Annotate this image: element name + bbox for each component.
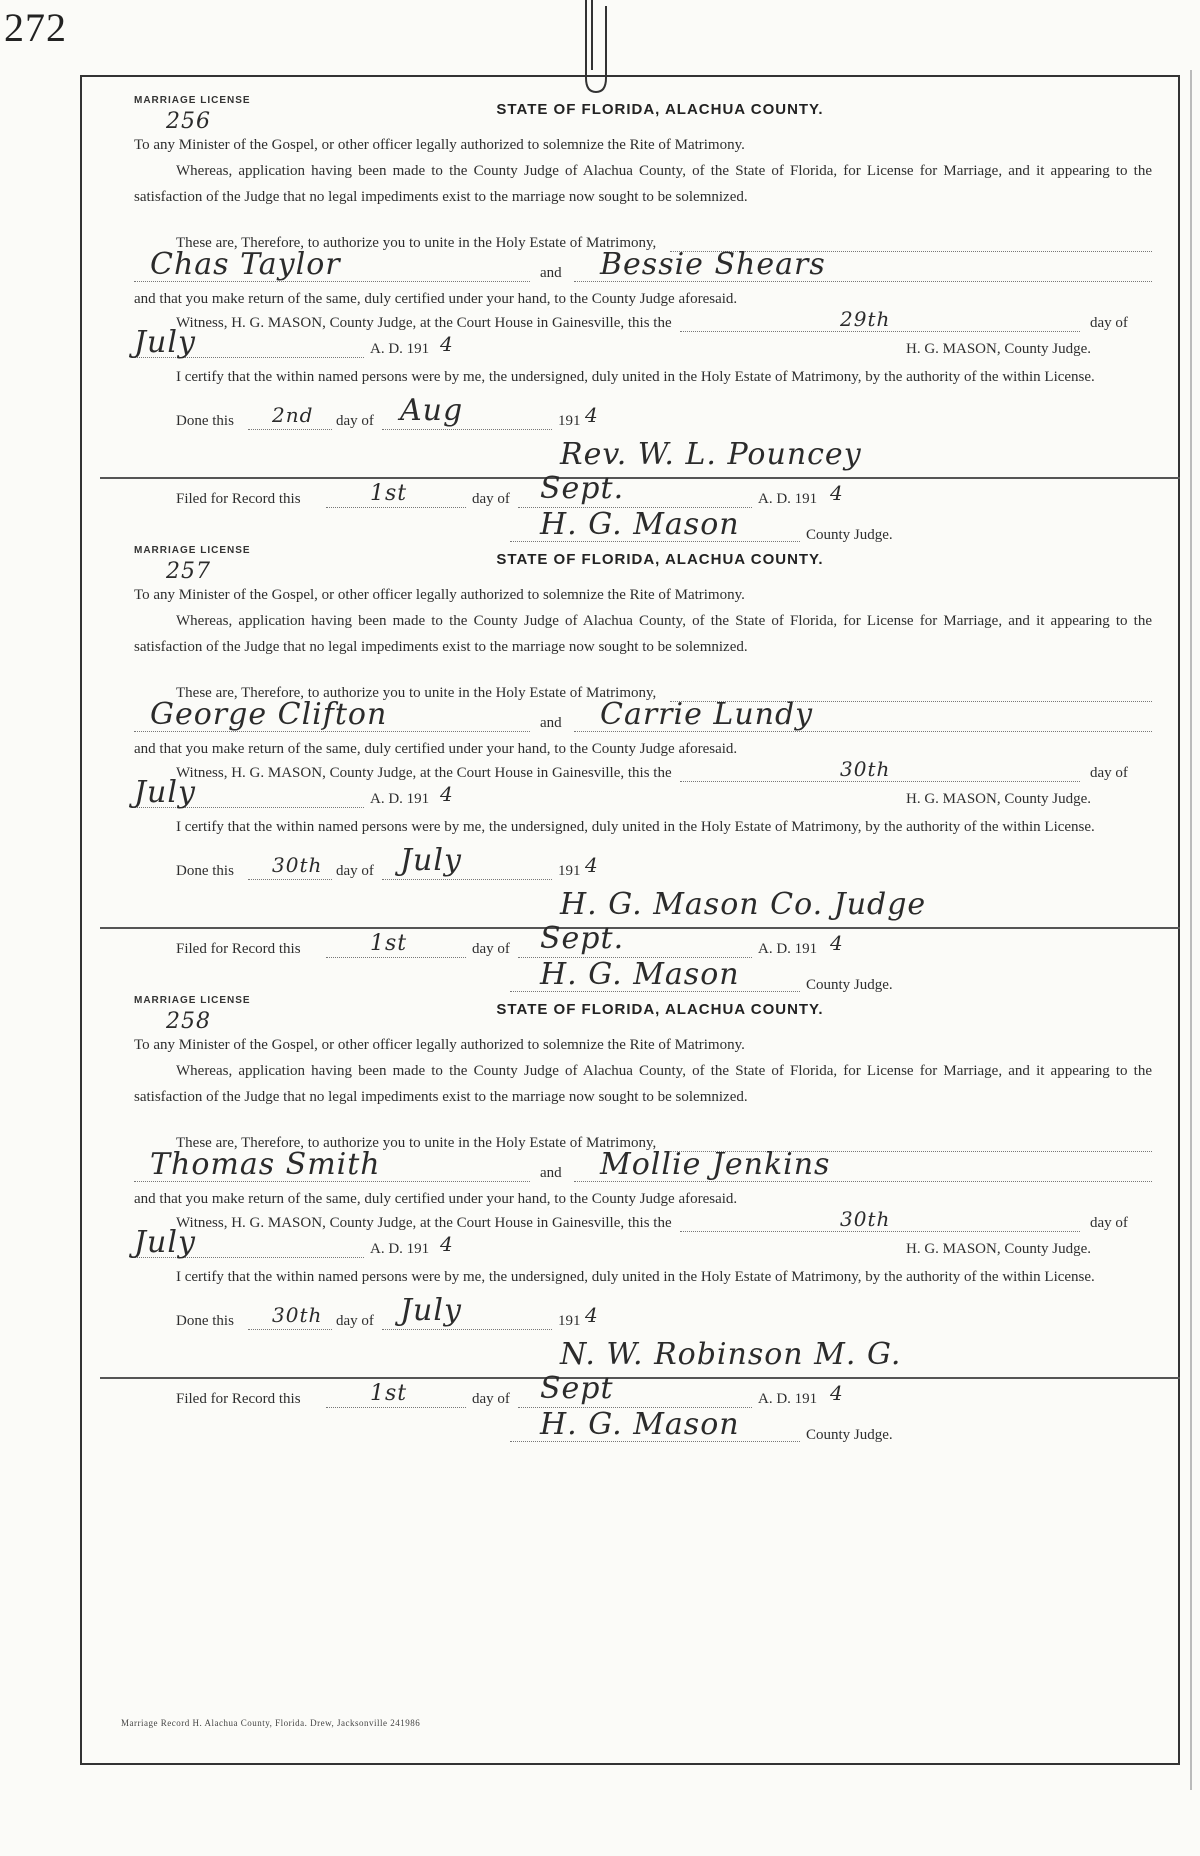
witness-line: Witness, H. G. MASON, County Judge, at the Court House in Gainesville, this the	[176, 315, 672, 331]
dotted-line	[382, 429, 552, 430]
these-are-line: These are, Therefore, to authorize you to unite in the Holy Estate of Matrimony,	[176, 685, 657, 701]
section-rule	[100, 477, 1180, 479]
done-year-digit: 4	[585, 1303, 599, 1327]
state-title: STATE OF FLORIDA, ALACHUA COUNTY.	[496, 551, 824, 568]
filed-day: 1st	[370, 1381, 408, 1406]
and-label: and	[540, 715, 562, 731]
dotted-line	[680, 1231, 1080, 1232]
day-of-label: day of	[336, 413, 374, 429]
done-month: July	[400, 843, 462, 878]
groom-name: George Clifton	[150, 697, 388, 732]
recorder-signature: H. G. Mason	[540, 957, 740, 992]
address-line: To any Minister of the Gospel, or other officer legally authorized to solemnize the Rite of Matrimony.	[134, 587, 745, 603]
witness-line: Witness, H. G. MASON, County Judge, at the Court House in Gainesville, this the	[176, 1215, 672, 1231]
officiant-signature: Rev. W. L. Pouncey	[560, 437, 862, 472]
license-label: MARRIAGE LICENSE	[134, 545, 251, 556]
day-of-label: day of	[472, 491, 510, 507]
whereas-paragraph: Whereas, application having been made to the County Judge of Alachua County, of the State of Florida, for License for Marriage, and it appearing to the satisfaction of the Judge that no legal impediments exist to the marriage now sought to be solemnized.	[134, 613, 1152, 655]
license-label: MARRIAGE LICENSE	[134, 995, 251, 1006]
filed-month: Sept.	[540, 471, 625, 506]
done-this-label: Done this	[176, 863, 234, 879]
filed-day: 1st	[370, 931, 408, 956]
page-edge	[1190, 70, 1192, 1790]
county-judge-label: County Judge.	[806, 527, 893, 543]
license-number: 256	[166, 109, 211, 134]
dotted-line	[248, 1329, 332, 1330]
these-are-line: These are, Therefore, to authorize you to unite in the Holy Estate of Matrimony,	[176, 235, 657, 251]
done-year-digit: 4	[585, 853, 599, 877]
filed-label: Filed for Record this	[176, 491, 301, 507]
recorder-signature: H. G. Mason	[540, 1407, 740, 1442]
done-day: 30th	[272, 1303, 323, 1327]
recorder-signature: H. G. Mason	[540, 507, 740, 542]
license-label: MARRIAGE LICENSE	[134, 95, 251, 106]
license-number: 257	[166, 559, 211, 584]
dotted-line	[680, 781, 1080, 782]
day-of-label: day of	[1090, 315, 1128, 331]
done-month: Aug	[400, 393, 464, 428]
return-line: and that you make return of the same, duly certified under your hand, to the County Judge aforesaid.	[134, 291, 738, 307]
section-rule	[100, 1377, 1180, 1379]
witness-day: 29th	[840, 307, 891, 331]
witness-month: July	[134, 775, 196, 810]
groom-name: Thomas Smith	[150, 1147, 381, 1182]
dotted-line	[248, 429, 332, 430]
state-title: STATE OF FLORIDA, ALACHUA COUNTY.	[496, 101, 824, 118]
county-judge-label: County Judge.	[806, 1427, 893, 1443]
day-of-label: day of	[336, 863, 374, 879]
done-day: 30th	[272, 853, 323, 877]
certify-line: I certify that the within named persons were by me, the undersigned, duly united in the Holy Estate of Matrimony, by the authority of the within License.	[176, 1269, 1095, 1285]
day-of-label: day of	[336, 1313, 374, 1329]
officiant-signature: N. W. Robinson M. G.	[560, 1337, 902, 1372]
certify-line: I certify that the within named persons were by me, the undersigned, duly united in the Holy Estate of Matrimony, by the authority of the within License.	[176, 369, 1095, 385]
officiant-signature: H. G. Mason Co. Judge	[560, 887, 927, 922]
witness-day: 30th	[840, 757, 891, 781]
groom-name: Chas Taylor	[150, 247, 341, 282]
judge-signature-line: H. G. MASON, County Judge.	[906, 1241, 1092, 1257]
witness-month: July	[134, 1225, 196, 1260]
return-line: and that you make return of the same, duly certified under your hand, to the County Judge aforesaid.	[134, 1191, 738, 1207]
page-number: 272	[4, 5, 67, 50]
done-year-prefix: 191	[558, 863, 581, 879]
filed-ad-label: A. D. 191	[758, 491, 818, 507]
done-day: 2nd	[272, 403, 314, 427]
marriage-license	[80, 945, 1180, 1475]
address-line: To any Minister of the Gospel, or other officer legally authorized to solemnize the Rite of Matrimony.	[134, 1037, 745, 1053]
state-title: STATE OF FLORIDA, ALACHUA COUNTY.	[496, 1001, 824, 1018]
dotted-line	[382, 1329, 552, 1330]
section-rule	[100, 927, 1180, 929]
filed-year-digit: 4	[830, 931, 844, 955]
filed-month: Sept	[540, 1371, 614, 1406]
ad-label: A. D. 191	[370, 341, 430, 357]
county-judge-label: County Judge.	[806, 977, 893, 993]
dotted-line	[680, 331, 1080, 332]
done-this-label: Done this	[176, 413, 234, 429]
printer-imprint: Marriage Record H. Alachua County, Florida. Drew, Jacksonville 241986	[121, 1718, 421, 1728]
and-label: and	[540, 1165, 562, 1181]
done-year-prefix: 191	[558, 1313, 581, 1329]
bride-name: Mollie Jenkins	[600, 1147, 831, 1182]
done-this-label: Done this	[176, 1313, 234, 1329]
dotted-line	[382, 879, 552, 880]
dotted-line	[326, 1407, 466, 1408]
bride-name: Bessie Shears	[600, 247, 826, 282]
witness-line: Witness, H. G. MASON, County Judge, at the Court House in Gainesville, this the	[176, 765, 672, 781]
filed-month: Sept.	[540, 921, 625, 956]
ad-label: A. D. 191	[370, 1241, 430, 1257]
day-of-label: day of	[472, 941, 510, 957]
day-of-label: day of	[1090, 1215, 1128, 1231]
filed-label: Filed for Record this	[176, 941, 301, 957]
filed-label: Filed for Record this	[176, 1391, 301, 1407]
whereas-paragraph: Whereas, application having been made to the County Judge of Alachua County, of the State of Florida, for License for Marriage, and it appearing to the satisfaction of the Judge that no legal impediments exist to the marriage now sought to be solemnized.	[134, 163, 1152, 205]
judge-signature-line: H. G. MASON, County Judge.	[906, 791, 1092, 807]
day-of-label: day of	[472, 1391, 510, 1407]
judge-signature-line: H. G. MASON, County Judge.	[906, 341, 1092, 357]
bride-name: Carrie Lundy	[600, 697, 814, 732]
witness-year-digit: 4	[440, 782, 454, 806]
day-of-label: day of	[1090, 765, 1128, 781]
license-number: 258	[166, 1009, 211, 1034]
and-label: and	[540, 265, 562, 281]
done-year-prefix: 191	[558, 413, 581, 429]
filed-day: 1st	[370, 481, 408, 506]
filed-year-digit: 4	[830, 1381, 844, 1405]
filed-ad-label: A. D. 191	[758, 941, 818, 957]
filed-year-digit: 4	[830, 481, 844, 505]
address-line: To any Minister of the Gospel, or other officer legally authorized to solemnize the Rite of Matrimony.	[134, 137, 745, 153]
witness-day: 30th	[840, 1207, 891, 1231]
these-are-line: These are, Therefore, to authorize you to unite in the Holy Estate of Matrimony,	[176, 1135, 657, 1151]
witness-month: July	[134, 325, 196, 360]
ad-label: A. D. 191	[370, 791, 430, 807]
witness-year-digit: 4	[440, 332, 454, 356]
dotted-line	[248, 879, 332, 880]
whereas-paragraph: Whereas, application having been made to the County Judge of Alachua County, of the State of Florida, for License for Marriage, and it appearing to the satisfaction of the Judge that no legal impediments exist to the marriage now sought to be solemnized.	[134, 1063, 1152, 1105]
done-year-digit: 4	[585, 403, 599, 427]
certify-line: I certify that the within named persons were by me, the undersigned, duly united in the Holy Estate of Matrimony, by the authority of the within License.	[176, 819, 1095, 835]
done-month: July	[400, 1293, 462, 1328]
witness-year-digit: 4	[440, 1232, 454, 1256]
filed-ad-label: A. D. 191	[758, 1391, 818, 1407]
return-line: and that you make return of the same, duly certified under your hand, to the County Judge aforesaid.	[134, 741, 738, 757]
